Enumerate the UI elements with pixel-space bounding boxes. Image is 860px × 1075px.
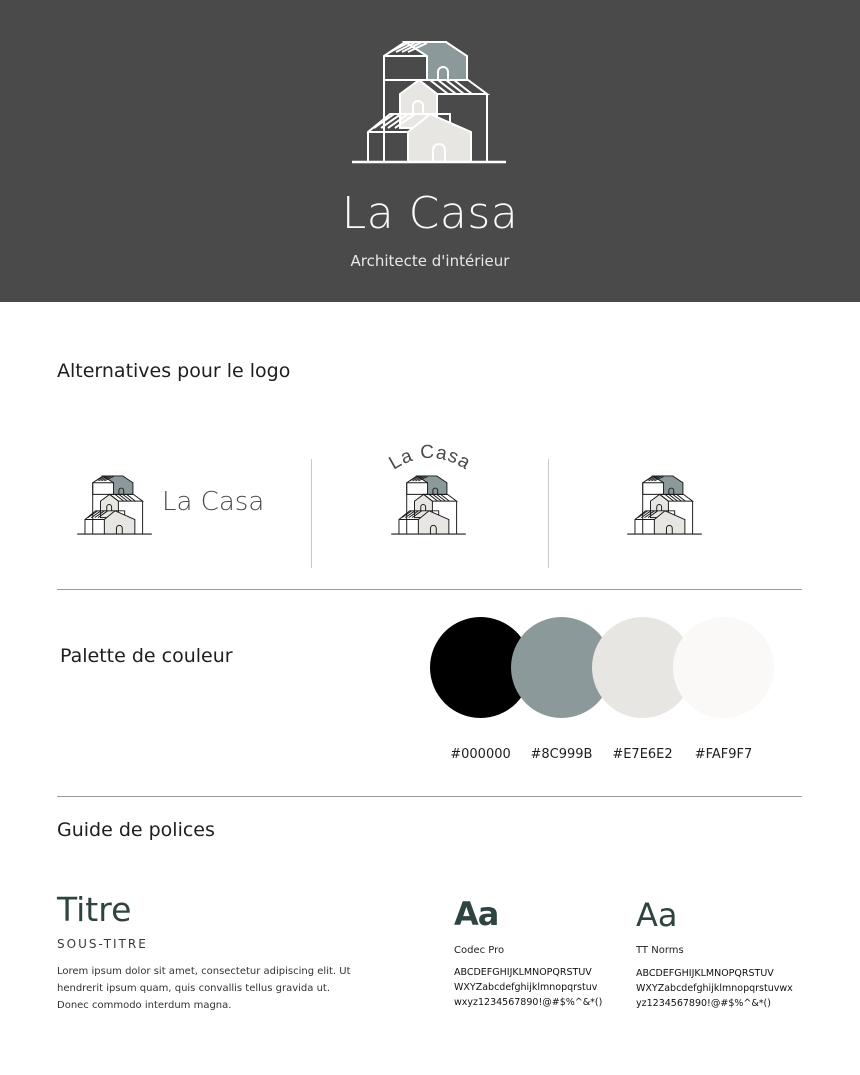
font-guide-title: Guide de polices xyxy=(57,819,215,841)
arched-wordmark-text: La Casa xyxy=(385,441,475,475)
font-name-primary: Codec Pro xyxy=(454,945,505,956)
font-glyphs-secondary xyxy=(636,966,826,1011)
glyph-line: WXYZabcdefghijklmnopqrstuv xyxy=(454,982,598,993)
font-specimen-secondary: Aa xyxy=(636,896,678,934)
house-logo-icon xyxy=(76,474,154,536)
brand-subtitle: Architecte d'intérieur xyxy=(350,252,510,270)
color-hex-label: #E7E6E2 xyxy=(612,747,673,762)
font-glyphs-primary xyxy=(454,965,634,1010)
font-sample-title: Titre xyxy=(57,890,132,929)
color-swatch-off-white xyxy=(673,617,774,718)
column-divider xyxy=(548,459,549,568)
palette-title: Palette de couleur xyxy=(60,645,233,667)
font-specimen-primary: Aa xyxy=(454,895,499,933)
color-hex-label: #000000 xyxy=(450,747,511,762)
glyph-line: ABCDEFGHIJKLMNOPQRSTUV xyxy=(636,968,774,979)
font-sample-body: Lorem ipsum dolor sit amet, consectetur adipiscing elit. Ut hendrerit ipsum quam, quis convallis tellus gravida ut. Donec commodo interdum magna. xyxy=(57,966,351,1011)
glyph-line: WXYZabcdefghijklmnopqrstuvwx xyxy=(636,983,793,994)
color-hex-label: #8C999B xyxy=(530,747,593,762)
house-logo-icon xyxy=(390,474,468,536)
svg-text:La Casa xyxy=(386,442,475,474)
logo-alternatives-title: Alternatives pour le logo xyxy=(57,360,291,382)
glyph-line: yz1234567890!@#$%^&*() xyxy=(636,998,771,1009)
column-divider xyxy=(311,459,312,568)
house-logo-icon xyxy=(350,38,510,166)
section-divider xyxy=(57,796,802,797)
brand-title: La Casa xyxy=(341,188,519,239)
glyph-line: ABCDEFGHIJKLMNOPQRSTUV xyxy=(454,967,592,978)
section-divider xyxy=(57,589,802,590)
color-hex-label: #FAF9F7 xyxy=(694,747,753,762)
font-sample-subtitle: SOUS-TITRE xyxy=(57,937,148,951)
font-name-secondary: TT Norms xyxy=(636,945,684,956)
glyph-line: wxyz1234567890!@#$%^&*() xyxy=(454,997,603,1008)
house-logo-icon xyxy=(626,474,704,536)
logo-wordmark-horizontal: La Casa xyxy=(162,487,265,517)
